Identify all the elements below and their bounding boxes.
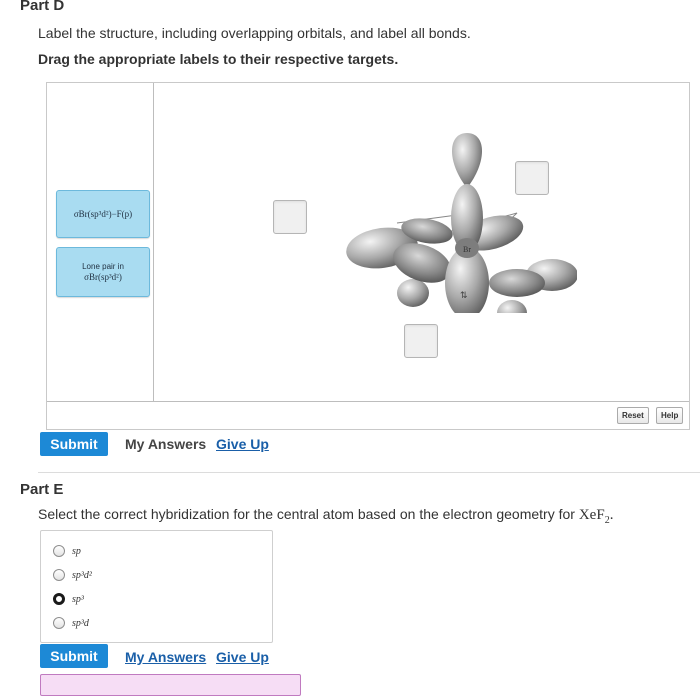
choice-sp3-label: sp³ — [72, 593, 84, 605]
drop-target-left[interactable] — [273, 200, 307, 234]
choice-sp3d2[interactable] — [53, 569, 92, 581]
choice-sp3[interactable] — [53, 593, 84, 605]
part-d-submit-button[interactable]: Submit — [40, 432, 108, 456]
hybridization-choices — [40, 530, 273, 643]
part-d-give-up-link[interactable]: Give Up — [216, 436, 269, 452]
drop-target-bottom[interactable] — [404, 324, 438, 358]
choice-sp[interactable] — [53, 545, 81, 557]
feedback-box — [40, 674, 301, 696]
part-e-title: Part E — [20, 481, 64, 498]
label-lone-pair-line2: σBr(sp³d²) — [84, 272, 122, 282]
radio-sp3d[interactable] — [53, 617, 65, 629]
choice-sp3d-label: sp³d — [72, 617, 89, 629]
central-atom-label: Br — [463, 245, 471, 254]
radio-sp3-selected[interactable] — [53, 593, 65, 605]
label-lone-pair-line1: Lone pair in — [82, 262, 124, 271]
part-e-prompt-text: Select the correct hybridization for the central atom based on the electron geometry for — [38, 506, 579, 522]
radio-sp3d2[interactable] — [53, 569, 65, 581]
part-d-prompt: Label the structure, including overlapping orbitals, and label all bonds. — [38, 25, 471, 41]
part-d-instruction: Drag the appropriate labels to their respective targets. — [38, 51, 399, 67]
choice-sp3d2-label: sp³d² — [72, 569, 92, 581]
help-button[interactable]: Help — [656, 407, 683, 424]
choice-sp3d[interactable] — [53, 617, 89, 629]
formula-end: . — [609, 507, 614, 523]
f-lobe-top — [452, 133, 482, 188]
radio-sp[interactable] — [53, 545, 65, 557]
lone-pair-arrows: ⇅ — [460, 291, 468, 301]
label-panel-divider — [153, 83, 154, 401]
part-d-title: Part D — [20, 0, 65, 14]
part-e-my-answers-link[interactable]: My Answers — [125, 649, 207, 665]
label-lone-pair[interactable] — [56, 247, 150, 297]
drag-drop-area — [46, 82, 690, 430]
formula-subscript: 2 — [604, 515, 610, 526]
formula-base: XeF — [578, 507, 605, 523]
toolbar-divider — [47, 401, 689, 402]
part-e-prompt — [38, 506, 613, 526]
molecule-illustration — [327, 123, 577, 313]
reset-button[interactable]: Reset — [617, 407, 649, 424]
part-d-my-answers-label: My Answers — [125, 436, 207, 452]
label-sigma-bond[interactable] — [56, 190, 150, 238]
choice-sp-label: sp — [72, 545, 81, 557]
part-e-submit-button[interactable]: Submit — [40, 644, 108, 668]
drop-target-right[interactable] — [515, 161, 549, 195]
part-e-formula — [578, 507, 614, 526]
part-e-give-up-link[interactable]: Give Up — [216, 649, 269, 665]
section-separator — [38, 472, 700, 473]
label-sigma-bond-text: σBr(sp³d²)−F(p) — [73, 209, 133, 219]
f-lobe-lower-left — [397, 279, 429, 307]
